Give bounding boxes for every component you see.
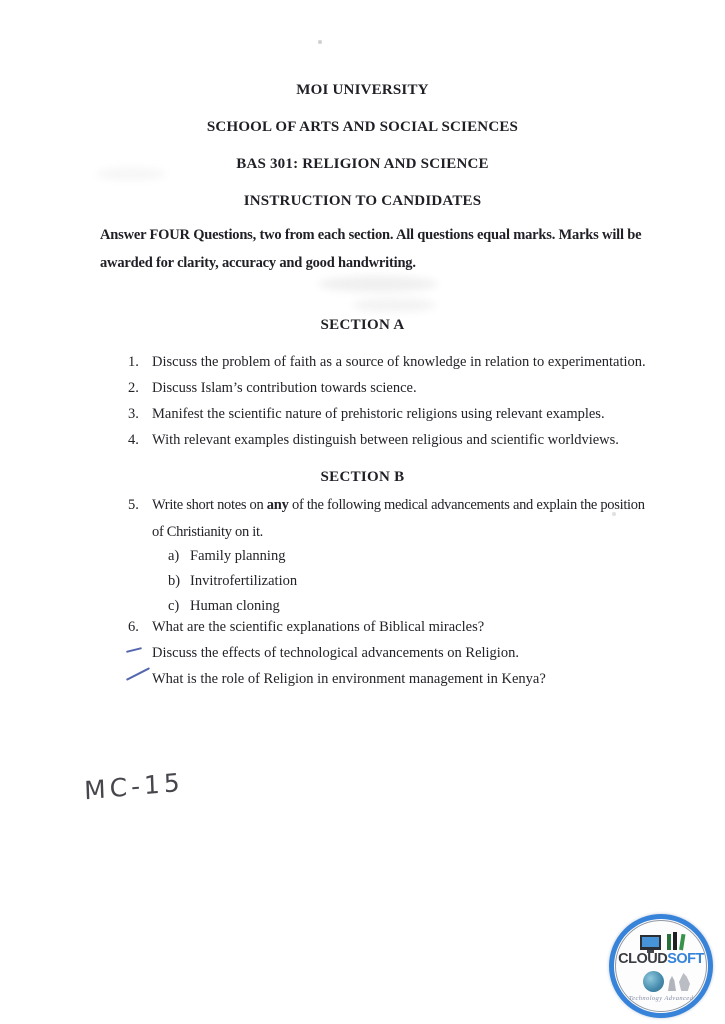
option-label: c) xyxy=(168,598,180,614)
logo-ring xyxy=(609,914,713,1018)
question-6 xyxy=(128,614,546,640)
pen-mark-stroke xyxy=(126,667,150,681)
option-label: b) xyxy=(168,573,181,589)
question-number: 6. xyxy=(128,619,139,635)
book xyxy=(673,932,677,950)
bleed-through-smudge xyxy=(352,298,436,312)
university-title: MOI UNIVERSITY xyxy=(296,82,429,98)
option-text: Human cloning xyxy=(190,598,280,614)
scan-speck xyxy=(318,40,322,44)
question-number xyxy=(128,666,152,692)
question-text: With relevant examples distinguish between religious and scientific worldviews. xyxy=(152,432,619,448)
brand-tagline: Technology Advanced xyxy=(628,995,694,1002)
people-figures-icon xyxy=(666,973,694,992)
question-text xyxy=(152,492,657,546)
section-b-questions xyxy=(128,614,546,692)
question-3 xyxy=(128,401,646,427)
instructions-text: Answer FOUR Questions, two from each section. All questions equal marks. Marks will be awarded for clarity, accuracy and good handwriting. xyxy=(100,227,642,271)
section-a-questions xyxy=(128,349,646,453)
globe-icon xyxy=(643,971,664,992)
brand-text xyxy=(614,952,708,967)
figure xyxy=(668,976,676,991)
pen-mark-stroke xyxy=(126,647,142,653)
handwritten-note: MC-15 xyxy=(83,767,185,806)
bleed-through-smudge xyxy=(318,276,438,292)
question-text: What are the scientific explanations of Biblical miracles? xyxy=(152,619,485,635)
question-5-options xyxy=(168,544,297,619)
cloudsoft-watermark xyxy=(609,914,713,1018)
question-5-bold-any: any xyxy=(266,497,289,513)
question-number: 2. xyxy=(128,380,139,396)
question-text: Discuss the problem of faith as a source of knowledge in relation to experimentation. xyxy=(152,354,646,370)
question-text: What is the role of Religion in environment management in Kenya? xyxy=(152,671,546,687)
document-header xyxy=(0,83,725,231)
question-5 xyxy=(128,492,657,546)
question-2 xyxy=(128,375,646,401)
question-number: 3. xyxy=(128,406,139,422)
option-b xyxy=(168,569,297,594)
course-title: BAS 301: RELIGION AND SCIENCE xyxy=(236,156,489,172)
book xyxy=(667,934,671,950)
brand-cloud: CLOUD xyxy=(618,951,668,967)
school-title: SCHOOL OF ARTS AND SOCIAL SCIENCES xyxy=(206,119,519,135)
option-label: a) xyxy=(168,548,180,564)
books-icon xyxy=(667,932,683,950)
question-number: 4. xyxy=(128,432,139,448)
section-a-title: SECTION A xyxy=(320,317,405,333)
monitor-icon xyxy=(640,935,661,950)
computer-icons xyxy=(614,931,708,950)
question-4 xyxy=(128,427,646,453)
book xyxy=(679,934,685,950)
question-number xyxy=(128,640,152,666)
brand-soft: SOFT xyxy=(667,951,704,967)
question-number: 1. xyxy=(128,354,139,370)
option-text: Family planning xyxy=(190,548,286,564)
question-number: 5. xyxy=(128,497,139,513)
question-5-text-before: Write short notes on xyxy=(152,497,267,513)
instruction-heading: INSTRUCTION TO CANDIDATES xyxy=(243,193,482,209)
monitor-screen xyxy=(642,937,659,947)
question-7 xyxy=(128,640,546,666)
figure xyxy=(679,973,690,991)
question-text: Discuss Islam’s contribution towards science. xyxy=(152,380,417,396)
option-text: Invitrofertilization xyxy=(190,573,298,589)
question-text: Discuss the effects of technological advancements on Religion. xyxy=(152,645,519,661)
question-8 xyxy=(128,666,546,692)
question-1 xyxy=(128,349,646,375)
option-a xyxy=(168,544,297,569)
question-text: Manifest the scientific nature of prehistoric religions using relevant examples. xyxy=(152,406,605,422)
question-5-text-after: of the following medical advancements and explain the position of Christianity on it. xyxy=(152,497,645,540)
section-b-title: SECTION B xyxy=(320,469,405,485)
